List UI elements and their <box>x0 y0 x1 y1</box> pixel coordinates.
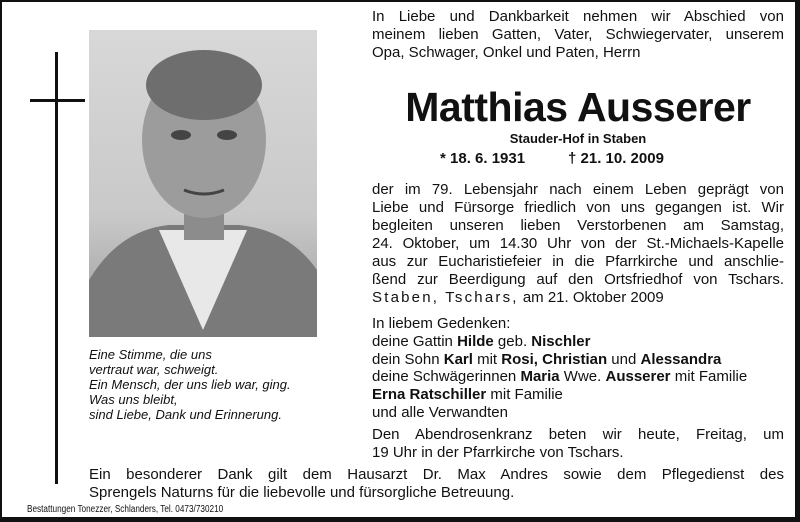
cross-icon-bar <box>30 99 85 102</box>
body-line: 24. Oktober, um 14.30 Uhr von der St.-Michaels-Kapelle <box>372 235 784 252</box>
thanks-line: Sprengels Naturns für die liebevolle und fürsorgliche Betreuung. <box>89 484 515 501</box>
body-line: aus zur Eucharistiefeier in die Pfarrkirche und anschlie- <box>372 253 784 270</box>
intro-line: Opa, Schwager, Onkel und Paten, Herrn <box>372 44 641 61</box>
body-line: ßend zur Beerdigung auf den Ortsfriedhof von Tschars. <box>372 271 784 288</box>
poem-line: Eine Stimme, die uns <box>89 347 212 362</box>
rosary-line: 19 Uhr in der Pfarrkirche von Tschars. <box>372 444 624 461</box>
mourners-heading: In liebem Gedenken: <box>372 315 511 332</box>
rosary-line: Den Abendrosenkranz beten wir heute, Freitag, um <box>372 426 784 443</box>
text: deine Schwägerinnen <box>372 368 521 385</box>
body-line: begleiten unseren lieben Verstorbenen am Samstag, <box>372 217 784 234</box>
text: geb. <box>493 333 532 350</box>
text: und <box>607 351 641 368</box>
poem-line: Was uns bleibt, <box>89 392 178 407</box>
text: dein Sohn <box>372 351 444 368</box>
death-date: † 21. 10. 2009 <box>568 150 664 167</box>
name: Karl <box>443 351 473 368</box>
mourner-line <box>372 333 590 351</box>
mourner-line <box>372 351 721 369</box>
intro-line: meinem lieben Gatten, Vater, Schwiegervater, unserem <box>372 26 784 43</box>
name: Rosi, Christian <box>501 351 608 368</box>
deceased-name: Matthias Ausserer <box>405 84 751 130</box>
name: Nischler <box>531 333 591 350</box>
intro-line: In Liebe und Dankbarkeit nehmen wir Abschied von <box>372 8 784 25</box>
name: Ausserer <box>605 368 671 385</box>
residence: Stauder-Hof in Staben <box>509 131 647 146</box>
thanks-line: Ein besonderer Dank gilt dem Hausarzt Dr. Max Andres sowie dem Pflegedienst des <box>89 466 784 483</box>
body-line: der im 79. Lebensjahr nach einem Leben geprägt von <box>372 181 784 198</box>
text: deine Gattin <box>372 333 458 350</box>
birth-date: * 18. 6. 1931 <box>440 150 526 167</box>
body-line: Liebe und Fürsorge friedlich von uns gegangen ist. Wir <box>372 199 784 216</box>
place: Staben, Tschars, <box>372 289 519 306</box>
portrait-photo <box>89 30 317 337</box>
name: Maria <box>520 368 560 385</box>
date: am 21. Oktober 2009 <box>522 289 664 306</box>
text: Wwe. <box>559 368 606 385</box>
text: mit <box>472 351 502 368</box>
funeral-home-footer: Bestattungen Tonezzer, Schlanders, Tel. 0473/730210 <box>27 504 224 515</box>
poem-line: Ein Mensch, der uns lieb war, ging. <box>89 377 291 392</box>
poem-line: vertraut war, schweigt. <box>89 362 219 377</box>
name: Alessandra <box>640 351 722 368</box>
poem-line: sind Liebe, Dank und Erinnerung. <box>89 407 282 422</box>
mourner-line <box>372 368 747 386</box>
place-date <box>372 289 664 307</box>
text: mit Familie <box>670 368 748 385</box>
cross-icon <box>55 52 58 484</box>
mourner-line <box>372 386 563 404</box>
mourner-line: und alle Verwandten <box>372 404 508 421</box>
name: Hilde <box>457 333 494 350</box>
text: mit Familie <box>486 386 563 403</box>
name: Erna Ratschiller <box>372 386 487 403</box>
